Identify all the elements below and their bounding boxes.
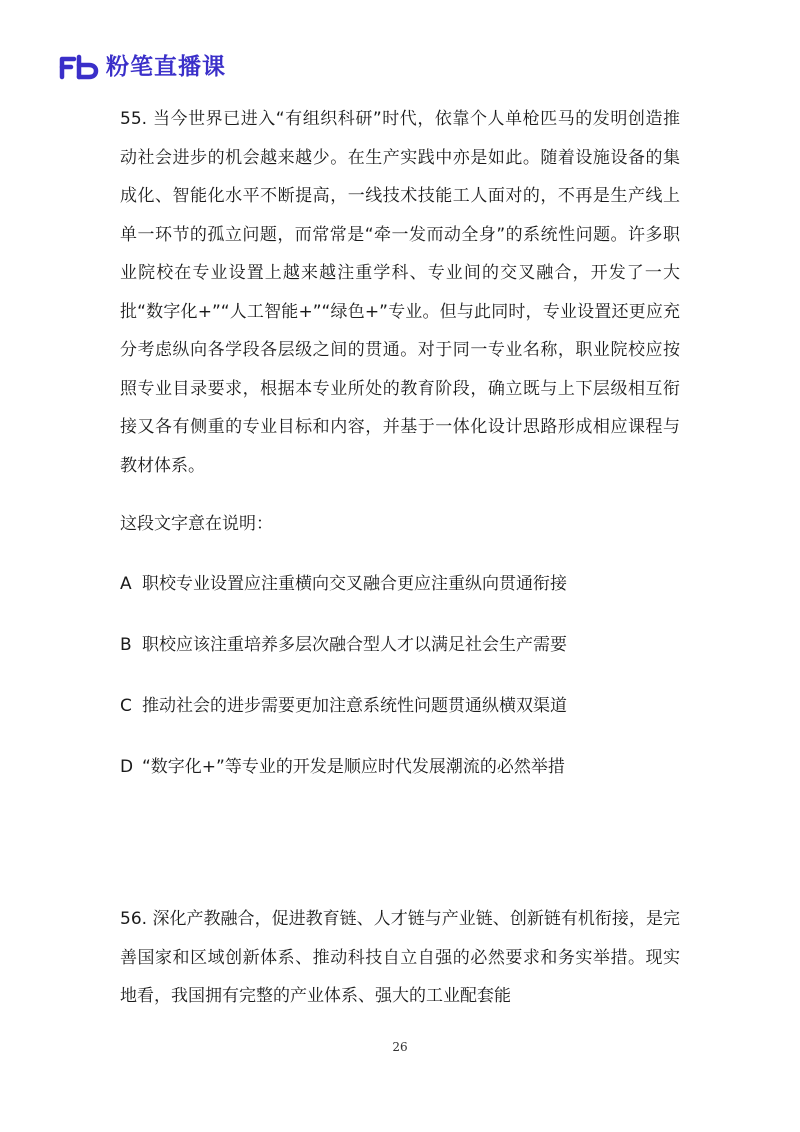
option-letter: D: [120, 757, 134, 777]
option-text: “数字化+”等专业的开发是顺应时代发展潮流的必然举措: [142, 757, 565, 777]
header: [58, 52, 226, 82]
option-b: [120, 626, 680, 664]
option-c: [120, 687, 680, 725]
option-d: [120, 748, 680, 786]
brand-name: 粉笔直播课: [106, 54, 226, 80]
option-letter: A: [120, 574, 132, 594]
q56-passage: 56. 深化产教融合，促进教育链、人才链与产业链、创新链有机衔接，是完善国家和区域创新体系、推动科技自立自强的必然要求和务实举措。现实地看，我国拥有完整的产业体系、强大的工业配套能: [120, 909, 680, 1006]
q55-passage: 55. 当今世界已进入“有组织科研”时代，依靠个人单枪匹马的发明创造推动社会进步的机会越来越少。在生产实践中亦是如此。随着设施设备的集成化、智能化水平不断提高，一线技术技能工人面对的，不再是生产线上单一环节的孤立问题，而常常是“牵一发而动全身”的系统性问题。许多职业院校在专业设置上越来越注重学科、专业间的交叉融合，开发了一大批“数字化+”“人工智能+”“绿色+”专业。但与此同时，专业设置还更应充分考虑纵向各学段各层级之间的贯通。对于同一专业名称，职业院校应按照专业目录要求，根据本专业所处的教育阶段，确立既与上下层级相互衔接又各有侧重的专业目标和内容，并基于一体化设计思路形成相应课程与教材体系。: [120, 109, 680, 476]
option-text: 推动社会的进步需要更加注意系统性问题贯通纵横双渠道: [142, 696, 567, 716]
fenbi-fb-logo-icon: [58, 54, 100, 80]
option-letter: C: [120, 696, 132, 716]
option-a: [120, 565, 680, 603]
option-letter: B: [120, 635, 132, 655]
page-number: 26: [392, 1040, 408, 1054]
option-text: 职校应该注重培养多层次融合型人才以满足社会生产需要: [142, 635, 567, 655]
q55-question-stem: 这段文字意在说明：: [120, 514, 273, 534]
option-text: 职校专业设置应注重横向交叉融合更应注重纵向贯通衔接: [142, 574, 567, 594]
question-55: [120, 100, 680, 809]
question-56: [120, 900, 680, 1016]
q55-options: [120, 565, 680, 786]
